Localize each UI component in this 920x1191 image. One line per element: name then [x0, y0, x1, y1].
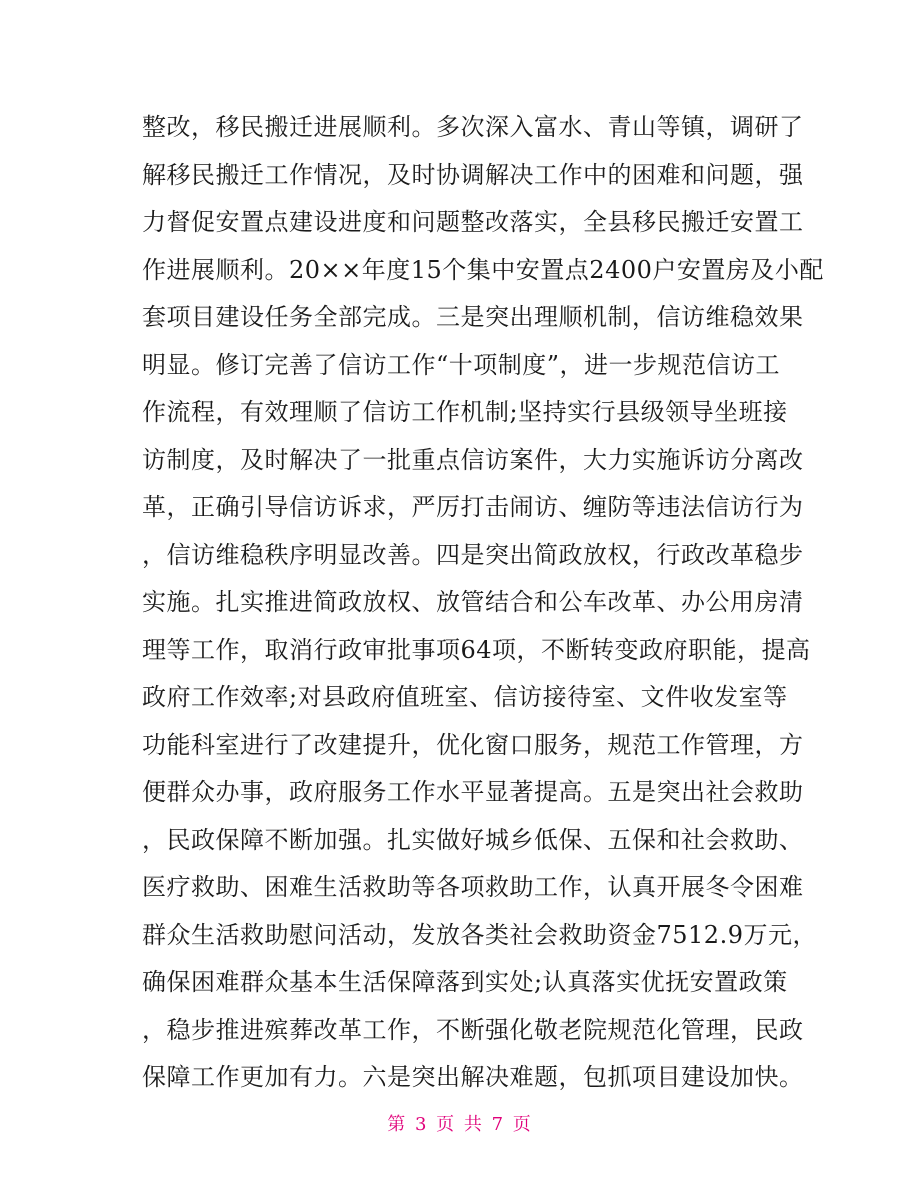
text-line: 作流程，有效理顺了信访工作机制;坚持实行县级领导坐班接 [142, 398, 788, 426]
text-line: 确保困难群众基本生活保障落到实处;认真落实优抚安置政策 [142, 968, 788, 996]
text-line: 医疗救助、困难生活救助等各项救助工作，认真开展冬令困难 [142, 873, 804, 901]
text-line: 套项目建设任务全部完成。三是突出理顺机制，信访维稳效果 [142, 303, 804, 331]
text-line: ，稳步推进殡葬改革工作，不断强化敬老院规范化管理，民政 [142, 1015, 804, 1044]
text-line: 便群众办事，政府服务工作水平显著提高。五是突出社会救助 [142, 778, 804, 806]
text-line: 解移民搬迁工作情况，及时协调解决工作中的困难和问题，强 [142, 160, 804, 189]
text-line: 理等工作，取消行政审批事项64项，不断转变政府职能，提高 [142, 635, 811, 664]
text-line: 访制度，及时解决了一批重点信访案件，大力实施诉访分离改 [142, 445, 804, 474]
text-line: ，信访维稳秩序明显改善。四是突出简政放权，行政改革稳步 [142, 540, 804, 569]
text-line: 保障工作更加有力。六是突出解决难题，包抓项目建设加快。 [142, 1063, 804, 1091]
text-line: 整改，移民搬迁进展顺利。多次深入富水、青山等镇，调研了 [142, 113, 804, 141]
text-line: 群众生活救助慰问活动，发放各类社会救助资金7512.9万元， [142, 920, 817, 949]
page-number-footer: 第 3 页 共 7 页 [387, 1114, 533, 1135]
text-line: 革，正确引导信访诉求，严厉打击闹访、缠防等违法信访行为 [142, 493, 804, 521]
text-line: 实施。扎实推进简政放权、放管结合和公车改革、办公用房清 [142, 588, 804, 616]
body-paragraph [142, 104, 824, 1102]
text-line: ，民政保障不断加强。扎实做好城乡低保、五保和社会救助、 [142, 825, 804, 854]
text-line: 作进展顺利。20××年度15个集中安置点2400户安置房及小配 [142, 255, 824, 284]
text-line: 明显。修订完善了信访工作“十项制度”，进一步规范信访工 [142, 350, 781, 379]
text-line: 功能科室进行了改建提升，优化窗口服务，规范工作管理，方 [142, 730, 804, 759]
text-line: 力督促安置点建设进度和问题整改落实，全县移民搬迁安置工 [142, 208, 804, 236]
text-line: 政府工作效率;对县政府值班室、信访接待室、文件收发室等 [142, 683, 788, 711]
